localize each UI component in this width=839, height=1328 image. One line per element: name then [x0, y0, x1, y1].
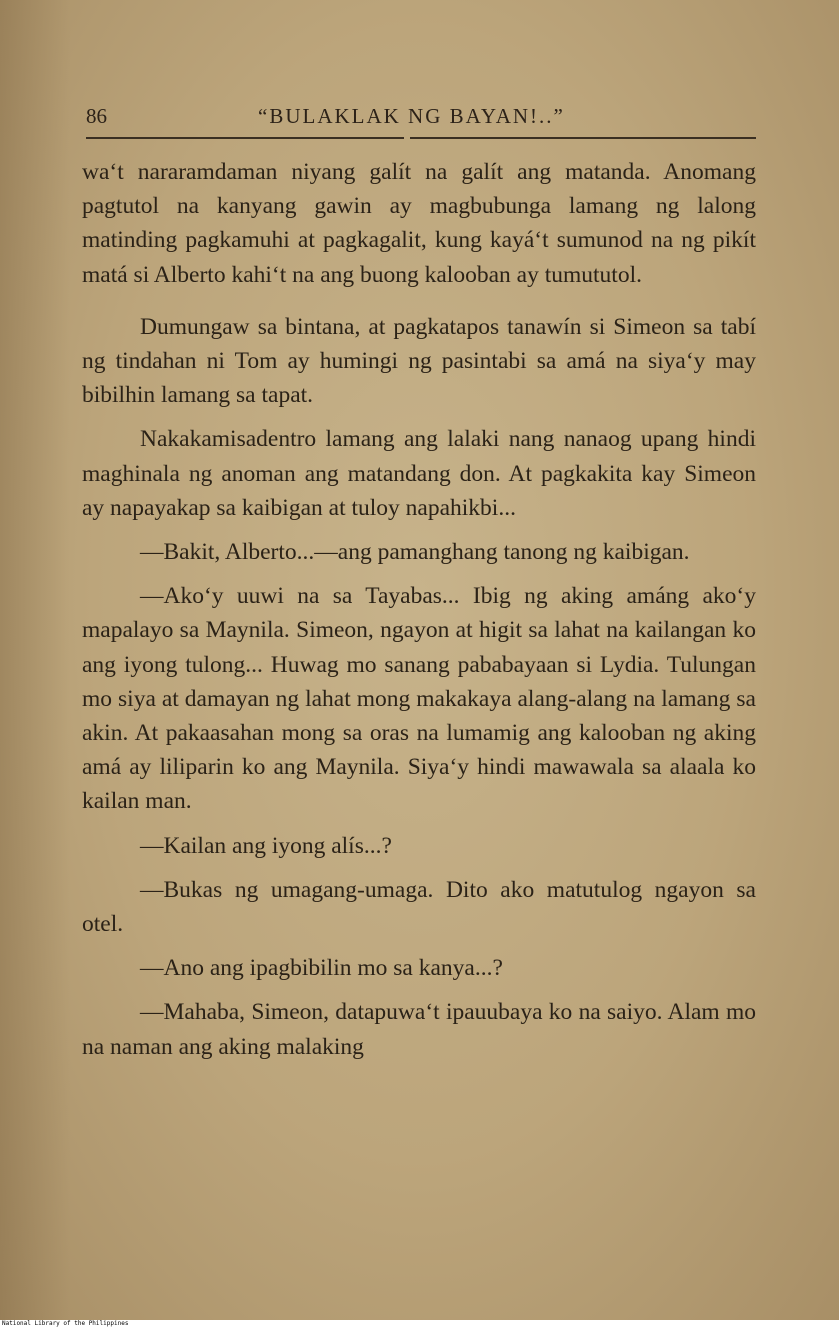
paragraph: —Bukas ng umagang-umaga. Dito ako matutulog ngayon sa otel.	[82, 876, 756, 938]
scan-footer	[0, 1320, 839, 1328]
running-title: “BULAKLAK NG BAYAN!..”	[258, 104, 565, 128]
paragraph: —Bakit, Alberto...—ang pamanghang tanong ng kaibigan.	[140, 539, 690, 566]
paragraph: —Ako‘y uuwi na sa Tayabas... Ibig ng aking amáng ako‘y mapalayo sa Maynila. Simeon, ngayon at higit sa lahat na kailangan ko ang iyong tulong... Huwag mo sanang pababayaan si Lydia. Tulungan mo siya at damayan ng lahat mong makakaya alang-alang na lamang sa akin. At pakaasahan mong sa oras na lumamig ang kalooban ng aking amá ay liliparin ko ang Maynila. Siya‘y hindi mawawala sa alaala ko kailan man.	[82, 583, 756, 815]
body-text	[82, 155, 756, 1064]
paragraph: —Ano ang ipagbibilin mo sa kanya...?	[140, 955, 503, 982]
header-rule-left	[86, 137, 404, 139]
paragraph: —Kailan ang iyong alís...?	[140, 832, 392, 859]
paragraph: —Mahaba, Simeon, datapuwa‘t ipauubaya ko na saiyo. Alam mo na naman ang aking malaking	[82, 999, 756, 1060]
paragraph: Dumungaw sa bintana, at pagkatapos tanawín si Simeon sa tabí ng tindahan ni Tom ay humingi ng pasintabi sa amá na siya‘y may bibilhin lamang sa tapat.	[82, 313, 756, 409]
library-credit: National Library of the Philippines	[2, 1320, 129, 1327]
paragraph: wa‘t nararamdaman niyang galít na galít ang matanda. Anomang pagtutol na kanyang gawin ay magbubunga lamang ng lalong matinding pagkamuhi at pagkagalit, kung kayá‘t sumunod na ng pikít matá si Alberto kahi‘t na ang buong kalooban ay tumututol.	[82, 159, 756, 288]
page-number: 86	[86, 104, 107, 128]
header-rule-right	[410, 137, 756, 139]
paragraph: Nakakamisadentro lamang ang lalaki nang nanaog upang hindi maghinala ng anoman ang matandang don. At pagkakita kay Simeon ay napayakap sa kaibigan at tuloy napahikbi...	[82, 426, 756, 521]
page-header	[86, 104, 756, 138]
